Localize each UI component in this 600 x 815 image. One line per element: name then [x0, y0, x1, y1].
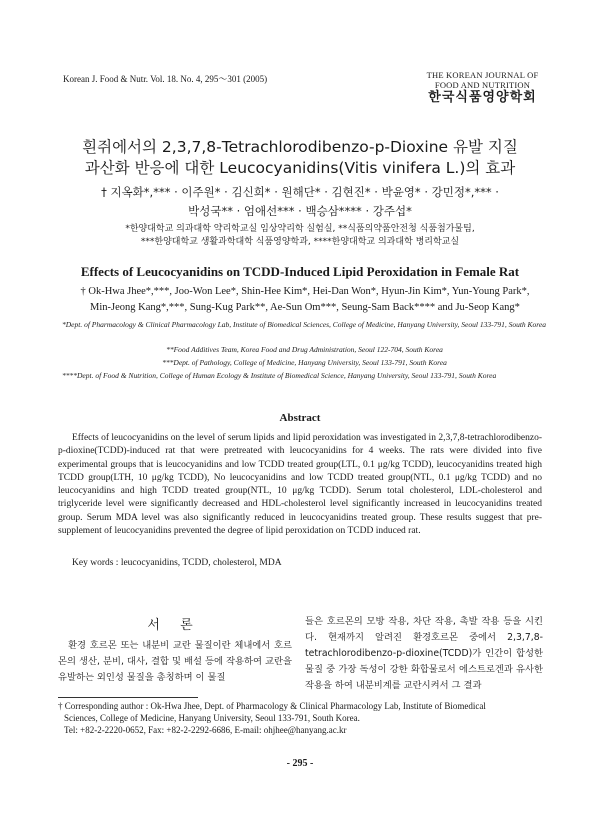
introduction-heading: 서 론 — [147, 618, 201, 633]
english-affiliation-4: ****Dept. of Food & Nutrition, College of Human Ecology & Institute of Biomedical Science, Hanyang University, Seoul 133-791, South Korea — [62, 371, 497, 380]
keywords: Key words : leucocyanidins, TCDD, cholesterol, MDA — [72, 558, 282, 568]
corresponding-author-footnote — [58, 700, 542, 736]
journal-name-korean: 한국식품영양학회 — [428, 90, 537, 105]
english-affiliation-2: **Food Additives Team, Korea Food and Drug Administration, Seoul 122-704, South Korea — [166, 345, 443, 354]
footnote-divider — [58, 697, 198, 698]
korean-authors-line2: 박성국** · 엄애선*** · 백승삼**** · 강주섭* — [188, 204, 412, 218]
journal-name-line2: FOOD AND NUTRITION — [434, 80, 531, 90]
korean-affiliation-line2: ***한양대학교 생활과학대학 식품영양학과, ****한양대학교 의과대학 병리학교실 — [140, 237, 460, 247]
english-affiliation-1: *Dept. of Pharmacology & Clinical Pharmacology Lab, Institute of Biomedical Sciences, College of Medicine, Hanyang University, Seoul 133-791, South Korea — [62, 320, 547, 329]
footnote-line3: Tel: +82-2-2220-0652, Fax: +82-2-2292-6686, E-mail: ohjhee@hanyang.ac.kr — [64, 725, 347, 735]
korean-title-line2: 과산화 반응에 대한 Leucocyanidins(Vitis vinifera L.)의 효과 — [84, 159, 516, 177]
abstract-heading: Abstract — [279, 412, 321, 424]
korean-title-line1: 흰쥐에서의 2,3,7,8-Tetrachlorodibenzo-p-Dioxine 유발 지질 — [82, 138, 518, 156]
english-title: Effects of Leucocyanidins on TCDD-Induced Lipid Peroxidation in Female Rat — [80, 264, 520, 279]
footnote-line2: Sciences, College of Medicine, Hanyang University, Seoul 133-791, South Korea. — [64, 713, 360, 723]
introduction-right-column: 들은 호르몬의 모방 작용, 차단 작용, 촉발 작용 등을 시킨다. 현재까지 알려진 환경호르몬 중에서 2,3,7,8-tetrachlorodibenzo-p-dioxine(TCDD)가 인간이 합성한 물질 중 가장 독성이 강한 화합물로서 에스트로겐과 유사한 작용을 하여 내분비계를 교란시켜서 그 결과 — [305, 616, 543, 691]
korean-authors-line1: † 지옥화*,*** · 이주원* · 김신희* · 원해단* · 김현진* · 박윤영* · 강민정*,*** · — [101, 185, 499, 199]
english-authors — [60, 284, 550, 316]
page-number: - 295 - — [286, 758, 314, 769]
journal-reference: Korean J. Food & Nutr. Vol. 18. No. 4, 295～301 (2005) — [63, 74, 268, 84]
introduction-left-column: 환경 호르몬 또는 내분비 교란 물질이란 체내에서 호르몬의 생산, 분비, 대사, 결합 및 배설 등에 작용하여 교란을 유발하는 외인성 물질을 총칭하며 이 물질 — [58, 640, 292, 683]
footnote-line1: † Corresponding author : Ok-Hwa Jhee, Dept. of Pharmacology & Clinical Pharmacology Lab, Institute of Biomedical — [58, 701, 486, 711]
english-affiliation-3: ***Dept. of Pathology, College of Medicine, Hanyang University, Seoul 133-791, South Korea — [162, 358, 447, 367]
korean-affiliation-line1: *한양대학교 의과대학 약리학교실 임상약리학 실험실, **식품의약품안전청 식품첨가물팀, — [125, 224, 475, 234]
abstract-body: Effects of leucocyanidins on the level of serum lipids and lipid peroxidation was investigated in 2,3,7,8-tetrachlorodibenzo-p-dioxine(TCDD)-induced rat that were pretreated with leucocyanidins for 4 weeks. The rats were divided into five experimental groups that is leucocyanidins and low TCDD treated group(LTL, 0.1 μg/kg TCDD), leucocyanidins treated high TCDD group(LTH, 10 μg/kg TCDD), No leucocyanidins and low TCDD treated group(NTL, 0.1 μg/kg TCDD) and no leucocyanidins and high TCDD treated group(NTL, 10 μg/kg TCDD). Serum total cholesterol, LDL-cholesterol and triglyceride level were significantly decreased and HDL-cholesterol level significantly increased in leucocyanidins treated group. Serum MDA level was also significantly reduced in leucocyanidins treated group. These results suggest that pre-supplement of leucocyanidins prevented the degree of lipid peroxidation on TCDD induced rat. — [58, 433, 542, 537]
english-authors-line2: Min-Jeong Kang*,***, Sung-Kug Park**, Ae-Sun Om***, Seung-Sam Back**** and Ju-Seop Kang* — [90, 302, 520, 313]
english-authors-line1: † Ok-Hwa Jhee*,***, Joo-Won Lee*, Shin-Hee Kim*, Hei-Dan Won*, Hyun-Jin Kim*, Yun-Young Park*, — [80, 286, 530, 297]
journal-name-line1: THE KOREAN JOURNAL OF — [426, 70, 539, 80]
journal-masthead — [425, 70, 540, 103]
